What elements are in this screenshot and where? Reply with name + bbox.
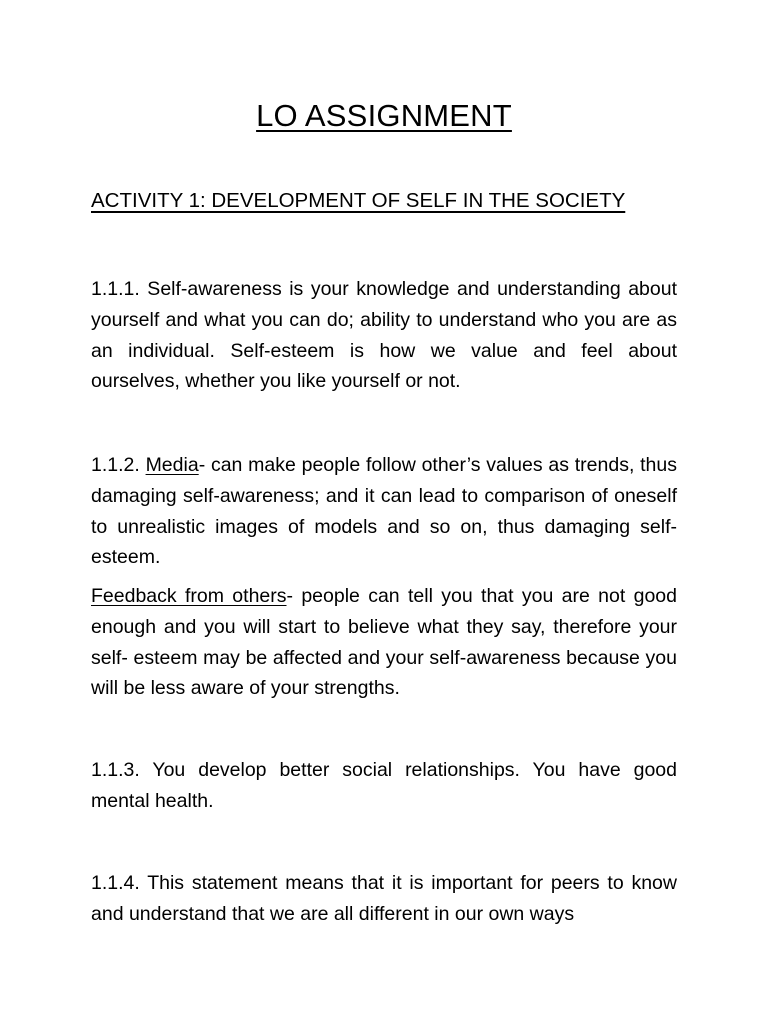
document-title: LO ASSIGNMENT: [256, 98, 512, 133]
term-feedback: Feedback from others: [91, 585, 287, 607]
paragraph-1-1-3: 1.1.3. You develop better social relationships. You have good mental health.: [91, 759, 677, 812]
paragraph-1-1-2: [91, 450, 677, 573]
paragraph-body: - people can tell you that you are not good enough and you will start to believe what they say, therefore your self- esteem may be affected and your self-awareness because you will be less aware of your strengths.: [91, 585, 677, 700]
paragraph-1-1-4: 1.1.4. This statement means that it is important for peers to know and understand that we are all different in our own ways: [91, 872, 677, 925]
paragraph-1-1-1: 1.1.1. Self-awareness is your knowledge and understanding about yourself and what you can do; ability to understand who you are as an individual. Self-esteem is how we value and feel about ourselves, whether you like yourself or not.: [91, 278, 677, 393]
term-media: Media: [145, 454, 199, 476]
paragraph-body: - can make people follow other’s values as trends, thus damaging self-awareness; and it can lead to comparison of oneself to unrealistic images of models and so on, thus damaging self-esteem.: [91, 454, 677, 569]
activity-heading: ACTIVITY 1: DEVELOPMENT OF SELF IN THE SOCIETY: [91, 189, 626, 212]
paragraph-feedback: [91, 581, 677, 704]
paragraph-number: 1.1.2.: [91, 454, 146, 476]
